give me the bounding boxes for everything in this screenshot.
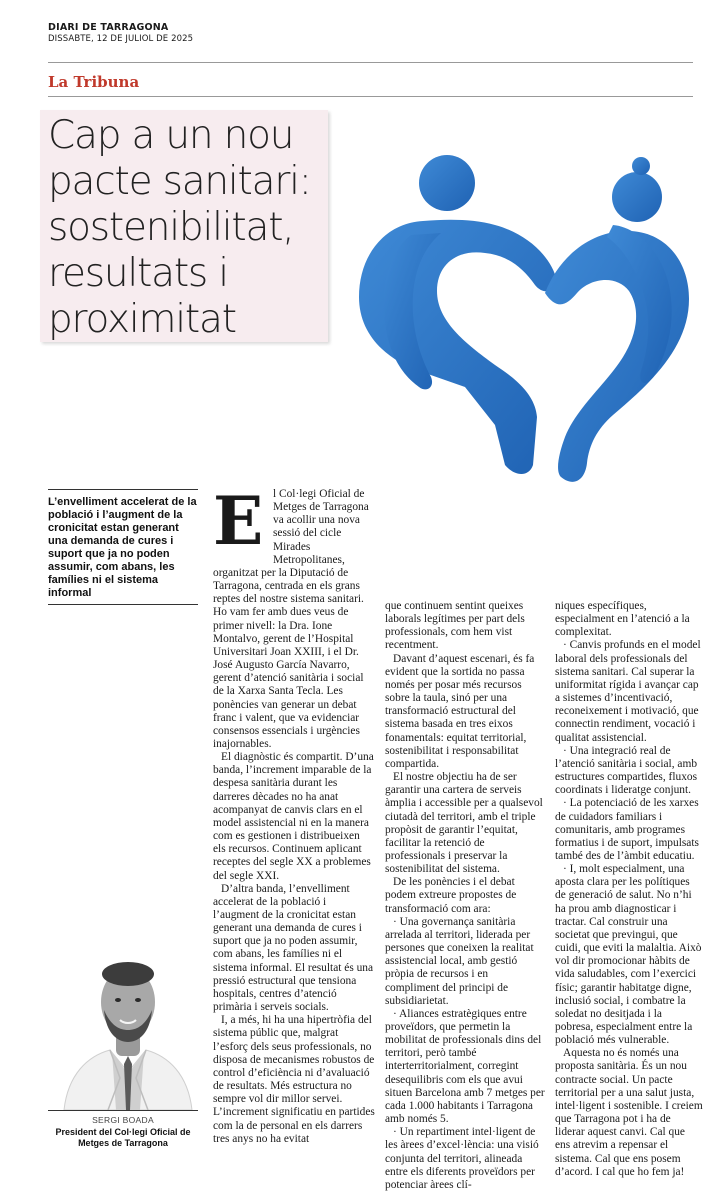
paragraph: El nostre objectiu ha de ser garantir una cartera de serveis àmplia i accessible per a qualsevol ciutadà del territori, amb el triple propòsit de garantir l’equitat, facilitar la retenció de professionals i preservar la sostenibilitat del sistema. — [385, 771, 543, 876]
paper-name: DIARI DE TARRAGONA — [48, 22, 169, 33]
paragraph: · Una integració real de l’atenció sanitària i social, amb estructures compartides, fluxos coordinats i lideratge conjunt. — [555, 744, 698, 797]
author-photo — [58, 950, 198, 1110]
paragraph: I, a més, hi ha una hipertròfia del sistema públic que, malgrat l’esforç dels seus professionals, no disposa de mecanismes robustos de control d’eficiència ni d’avaluació de resultats. Més estructura no sempre vol dir millor servei. L’increment significatiu en partides com la de personal en els darrers tres anys no ha evitat — [213, 1014, 375, 1145]
left-figure-body — [359, 220, 557, 474]
pullquote-bottom-rule — [48, 604, 198, 605]
paragraph: · La potenciació de les xarxes de cuidadors familiars i comunitaris, amb programes formatius i de suport, impulsats també des de l’àmbit educatiu. — [555, 797, 699, 862]
paragraph: De les ponències i el debat podem extreure propostes de transformació com ara: — [385, 876, 517, 915]
right-figure-bun — [632, 157, 650, 175]
section-divider — [48, 96, 693, 97]
right-figure-body — [545, 231, 689, 482]
section-label: La Tribuna — [48, 73, 140, 91]
headline: Cap a un nou pacte sanitari: sostenibilitat, resultats i proximitat — [48, 113, 311, 342]
pullquote: L’envelliment accelerat de la població i l’augment de la cronicitat estan generant una demanda de cures i suport que ja no poden assumir, com abans, les famílies ni el sistema informal — [48, 496, 197, 599]
paragraph: niques específiques, especialment en l’atenció a la complexitat. — [555, 600, 690, 639]
paragraph: · Una governança sanitària arrelada al territori, liderada per persones que coneixen la realitat assistencial local, amb gestió pròpia de recursos i en compliment del principi de subsidiarietat. — [385, 915, 534, 1007]
author-role: President del Col·legi Oficial de Metges de Tarragona — [55, 1127, 191, 1148]
paragraph: que continuem sentint queixes laborals legítimes per part dels professionals, com hem vist recentment. — [385, 600, 525, 652]
top-divider — [48, 62, 693, 63]
author-name: SERGI BOADA — [92, 1115, 154, 1125]
masthead — [48, 22, 193, 44]
publication-date: DISSABTE, 12 DE JULIOL DE 2025 — [48, 34, 194, 44]
paragraph: · Un repartiment intel·ligent de les àrees d’excel·lència: una visió conjunta del territori, alineada entre els diferents proveïdors per potenciar àrees clí- — [385, 1126, 539, 1191]
paragraph: · I, molt especialment, una aposta clara per les polítiques de generació de salut. No n’hi ha prou amb diagnosticar i tractar. Cal construir una societat que previngui, que cuidi, que eviti la malaltia. Això vol dir promocionar hàbits de vida saludables, com l’exercici físic; garantir habitatge digne, inclusió social, i combatre la soledat no desitjada i la pobresa, especialment entre la població més vulnerable. — [555, 863, 702, 1047]
paragraph: Davant d’aquest escenari, és fa evident que la sortida no passa només per posar més recursos sobre la taula, sinó per una transformació estructural del sistema basada en tres eixos fonamentals: equitat territorial, sostenibilitat i responsabilitat compartida. — [385, 652, 535, 770]
pullquote-top-rule — [48, 489, 198, 490]
paragraph: D’altra banda, l’envelliment accelerat de la població i l’augment de la cronicitat estan generant una demanda de cures i suport que ja no poden assumir, com abans, les famílies ni el sistema informal. El resultat és una pressió estructural que tensiona hospitals, centres d’atenció primària i serveis socials. — [213, 882, 374, 1014]
right-figure-head — [612, 172, 662, 222]
paragraph: · Aliances estratègiques entre proveïdors, que permetin la mobilitat de professionals dins del territori, però també interterritorialment, corregint desequilibris com els que avui situen Barcelona amb 7 metges per cada 1.000 habitants i Tarragona amb només 5. — [385, 1007, 545, 1126]
paragraph: · Canvis profunds en el model laboral dels professionals del sistema sanitari. Cal superar la uniformitat rígida i avançar cap a sistemes d’incentivació, reconeixement i motivació, que connectin rendiment, vocació i qualitat assistencial. — [555, 639, 701, 744]
heart-shaped-couple-icon — [345, 125, 700, 505]
dropcap-container — [213, 482, 267, 560]
article-column-1 — [213, 482, 375, 1146]
dropcap: E — [213, 482, 264, 560]
left-figure-head — [419, 155, 475, 211]
article-column-3 — [555, 600, 703, 1179]
author-divider — [48, 1110, 198, 1111]
paragraph: Aquesta no és només una proposta sanitària. És un nou contracte social. Un pacte territorial per a una salut justa, intel·ligent i sostenible. I creiem que Tarragona pot i ha de liderar aquest canvi. Cal que ens atrevim a repensar el sistema. Cal que ens posem d’acord. I cal que ho fem ja! — [555, 1047, 703, 1178]
paragraph: l Col·legi Oficial de Metges de Tarragona va acollir una nova sessió del cicle Mirades Metropolitanes, organitzat per la Diputació de Tarragona, centrada en els grans reptes del nostre sistema sanitari. Ho vam fer amb dues veus de primer nivell: la Dra. Ione Montalvo, gerent de l’Hospital Universitari Joan XXIII, i el Dr. José Augusto García Navarro, gerent d’atenció sanitària i social de la Xarxa Santa Tecla. Les ponències van generar un debat franc i valent, que va evidenciar consensos essencials i urgències inajornables. — [213, 488, 369, 750]
article-column-2 — [385, 600, 545, 1192]
paragraph: El diagnòstic és compartit. D’una banda, l’increment imparable de la despesa sanitària durant les darreres dècades no ha anat acompanyat de canvis clars en el model assistencial ni en la manera com es gestionen i distribueixen els recursos. Continuem aplicant receptes del segle XX a problemes del segle XXI. — [213, 751, 374, 882]
